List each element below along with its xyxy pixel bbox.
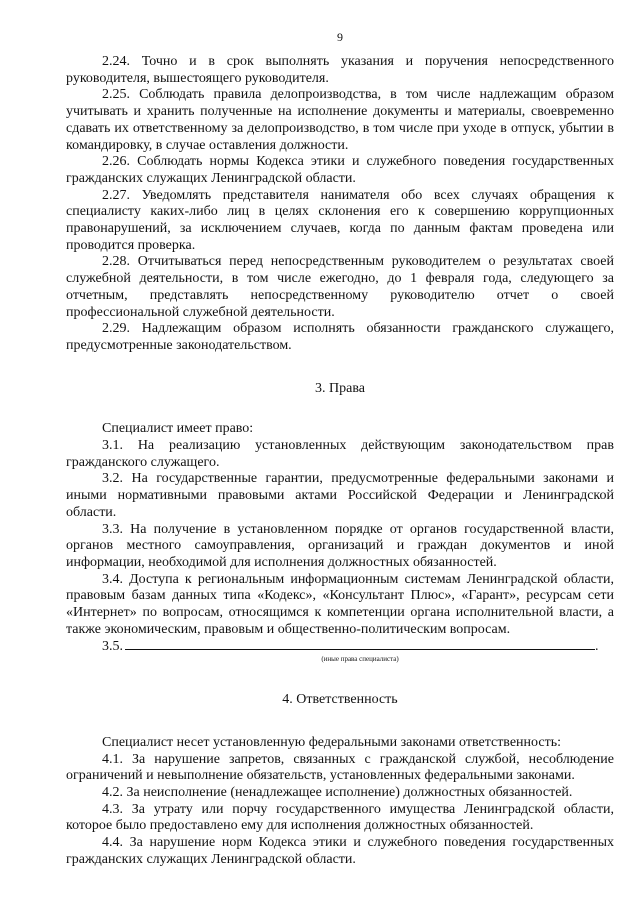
- clause-number: 4.1.: [102, 751, 123, 767]
- clause-2-28: [66, 254, 614, 321]
- section-4-intro: Специалист несет установленную федеральными законами ответственность:: [102, 734, 561, 750]
- clause-text: Надлежащим образом исполнять обязанности гражданского служащего, предусмотренные законодательством.: [66, 321, 615, 353]
- clause-text: На получение в установленном порядке от органов государственной власти, органов местного самоуправления, организаций и граждан документов и иной информации, необходимой для исполнения должностных обязанностей.: [66, 521, 614, 570]
- clause-text: На государственные гарантии, предусмотренные федеральными законами и иными нормативными правовыми актами Российской Федерации и Ленинградской области.: [66, 471, 615, 520]
- clause-number: 3.3.: [102, 521, 123, 537]
- clause-number: 2.29.: [102, 321, 130, 337]
- clause-3-1: [66, 438, 614, 471]
- clause-number: 3.2.: [102, 471, 123, 487]
- clause-number: 3.4.: [102, 571, 123, 587]
- clause-3-4: [66, 572, 614, 639]
- clause-text: За утрату или порчу государственного имущества Ленинградской области, которое было предоставлено ему для исполнения должностных обязанностей.: [66, 801, 614, 834]
- clause-text: Уведомлять представителя нанимателя обо всех случаях обращения к специалисту каких-либо лиц в целях склонения его к совершению коррупционных правонарушений, за исключением случаев, когда по данным фактам проведена или проводится проверка.: [66, 187, 615, 253]
- clause-number: 2.28.: [102, 254, 130, 270]
- clause-4-2: [66, 785, 614, 802]
- section-2-continuation: [66, 54, 614, 355]
- fill-in-line: [125, 639, 595, 650]
- clause-end-period: .: [595, 638, 599, 654]
- clause-text: За неисполнение (ненадлежащее исполнение) должностных обязанностей.: [126, 785, 573, 801]
- page-number: 9: [337, 30, 343, 44]
- blank-line-caption: (иные права специалиста): [321, 655, 399, 664]
- section-4-responsibility: [66, 692, 614, 868]
- clause-number: 2.26.: [102, 154, 130, 170]
- clause-2-27: [66, 188, 614, 255]
- section-3-heading: 3. Права: [315, 380, 365, 396]
- clause-text: За нарушение запретов, связанных с гражданской службой, несоблюдение ограничений и невыполнение обязательств, установленных федеральными законами.: [66, 751, 614, 784]
- clause-text: За нарушение норм Кодекса этики и служебного поведения государственных гражданских служащих Ленинградской области.: [66, 835, 615, 867]
- clause-3-5-blank: [66, 639, 614, 656]
- clause-number: 4.4.: [102, 835, 123, 851]
- section-4-heading: 4. Ответственность: [282, 692, 398, 708]
- clause-number: 3.1.: [102, 438, 123, 454]
- section-3-rights: [66, 381, 614, 665]
- clause-text: Соблюдать нормы Кодекса этики и служебного поведения государственных гражданских служащих Ленинградской области.: [66, 154, 614, 186]
- clause-number: 3.5.: [102, 638, 123, 654]
- clause-number: 4.2.: [102, 785, 123, 801]
- clause-3-3: [66, 522, 614, 572]
- clause-number: 4.3.: [102, 801, 123, 817]
- clause-number: 2.25.: [102, 87, 130, 103]
- clause-number: 2.24.: [102, 54, 130, 69]
- clause-4-1: [66, 752, 614, 785]
- clause-2-24: [66, 54, 614, 87]
- clause-number: 2.27.: [102, 187, 130, 203]
- clause-text: Точно и в срок выполнять указания и поручения непосредственного руководителя, вышестоящего руководителя.: [66, 54, 615, 86]
- section-3-intro: Специалист имеет право:: [102, 421, 254, 437]
- clause-4-4: [66, 835, 614, 868]
- clause-2-26: [66, 154, 614, 187]
- clause-text: На реализацию установленных действующим законодательством прав гражданского служащего.: [66, 438, 615, 470]
- clause-text: Отчитываться перед непосредственным руководителем о результатах своей служебной деятельности, в том числе ежегодно, до 1 февраля года, следующего за отчетным, представлять непосредственному руководителю отчет о своей профессиональной служебной деятельности.: [66, 254, 615, 320]
- clause-text: Соблюдать правила делопроизводства, в том числе надлежащим образом учитывать и хранить полученные на исполнение документы и материалы, своевременно сдавать их ответственному за делопроизводство, в том числе при уходе в отпуск, убытии в командировку, в случае оставления должности.: [66, 87, 614, 153]
- clause-2-25: [66, 87, 614, 154]
- clause-2-29: [66, 321, 614, 354]
- clause-3-2: [66, 471, 614, 521]
- clause-4-3: [66, 802, 614, 835]
- clause-text: Доступа к региональным информационным системам Ленинградской области, правовым базам данных типа «Кодекс», «Консультант Плюс», «Гарант», ресурсам сети «Интернет» по вопросам, относящимся к компетенции органа исполнительной власти, а также экономическим, правовым и общественно-политическим вопросам.: [66, 571, 614, 637]
